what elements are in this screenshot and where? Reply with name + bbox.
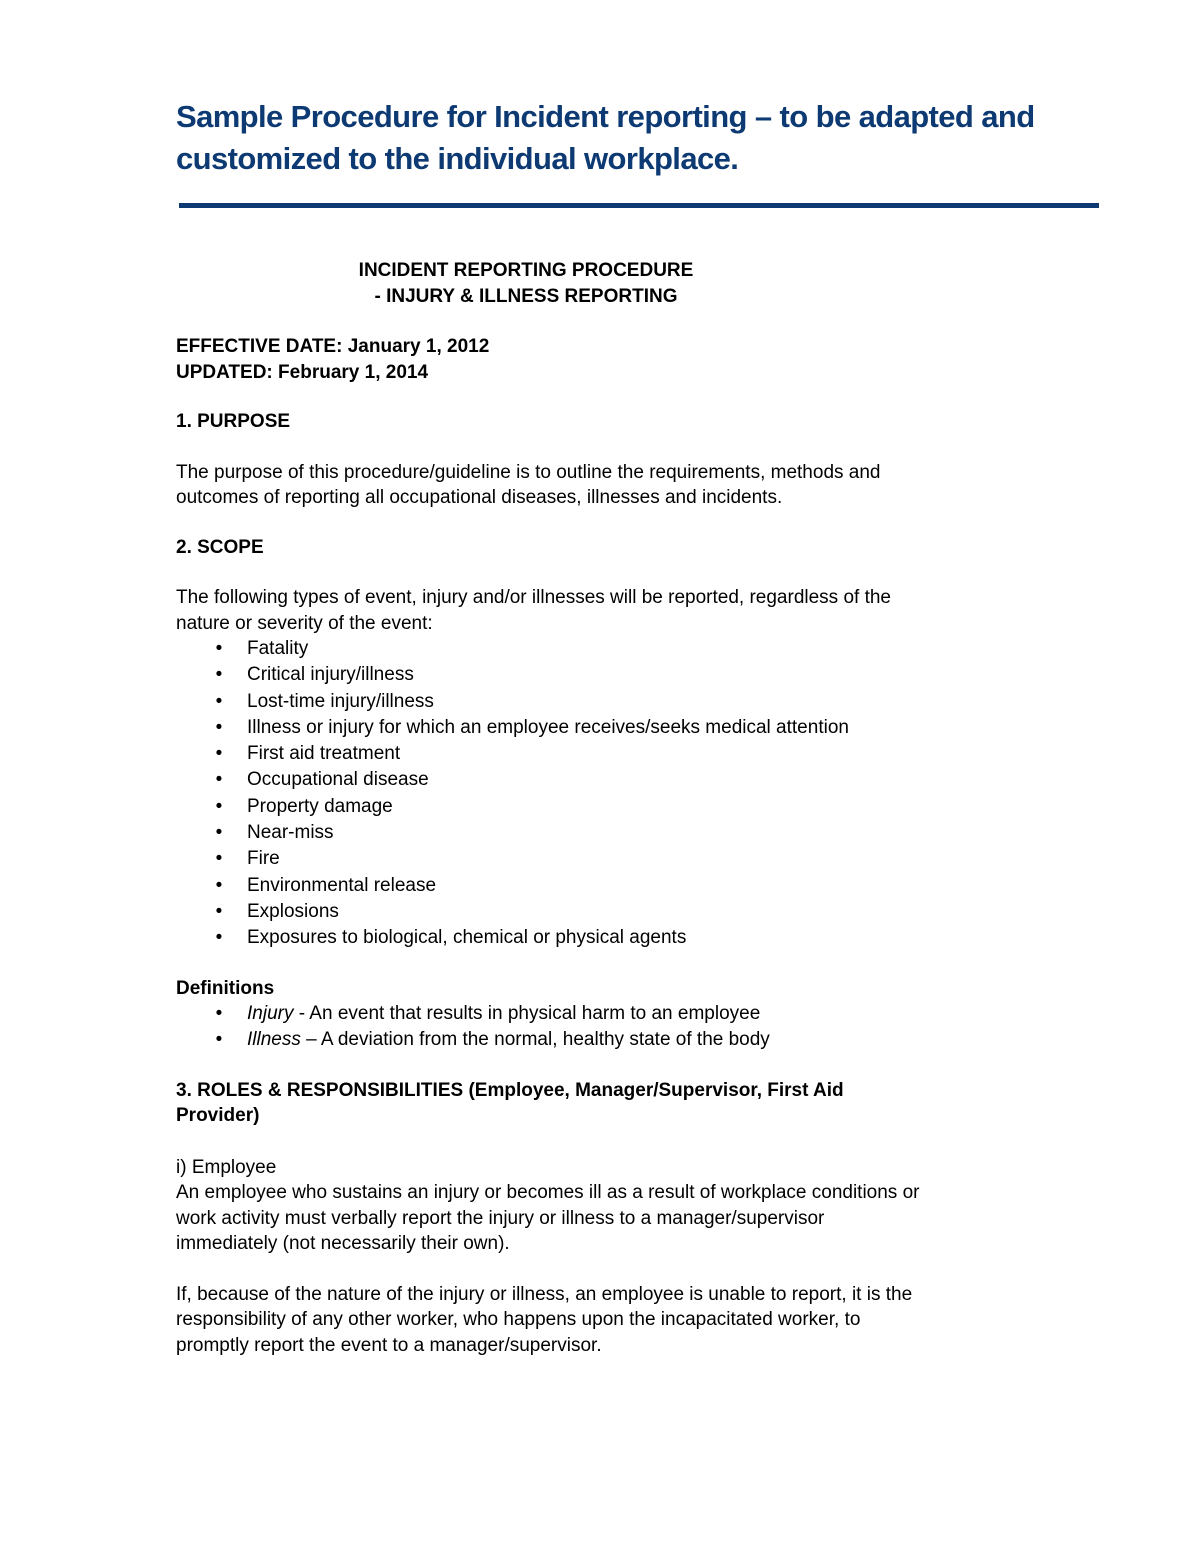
list-item: • Lost-time injury/illness [176, 689, 1046, 715]
document-body [176, 258, 1046, 1358]
employee-p1-line-3: immediately (not necessarily their own). [176, 1233, 510, 1255]
purpose-paragraph [176, 460, 1046, 511]
list-item: • First aid treatment [176, 741, 1046, 767]
banner-title-line-1: Sample Procedure for Incident reporting – to be adapted and [176, 99, 1035, 134]
updated-date [176, 360, 1046, 386]
bullet-icon: • [215, 638, 223, 659]
bullet-icon: • [215, 664, 223, 686]
list-item: • Explosions [176, 899, 1046, 925]
bullet-icon: • [215, 769, 223, 791]
document-title-line-1: INCIDENT REPORTING PROCEDURE [358, 260, 694, 281]
list-item: • Fire [176, 846, 1046, 872]
employee-p1-line-1: An employee who sustains an injury or becomes ill as a result of workplace conditions or [176, 1182, 920, 1204]
bullet-icon: • [215, 795, 223, 817]
document-dates [176, 334, 1046, 385]
purpose-heading: 1. PURPOSE [176, 411, 291, 432]
bullet-icon: • [215, 927, 223, 949]
bullet-icon: • [215, 900, 223, 922]
employee-p2-line-3: promptly report the event to a manager/supervisor. [176, 1334, 602, 1356]
list-item: • Near-miss [176, 820, 1046, 846]
definition-term: Injury [247, 1003, 294, 1025]
scope-list [176, 636, 1046, 952]
bullet-icon: • [215, 690, 223, 712]
roles-heading [176, 1078, 1046, 1129]
list-item: • Environmental release [176, 873, 1046, 899]
employee-paragraph-2 [176, 1282, 1046, 1359]
scope-heading: 2. SCOPE [176, 536, 264, 558]
scope-line-1: The following types of event, injury and/or illnesses will be reported, regardless of the [176, 587, 891, 608]
bullet-icon: • [215, 822, 223, 844]
effective-date-value: January 1, 2012 [347, 336, 490, 357]
employee-p2-line-1: If, because of the nature of the injury or illness, an employee is unable to report, it is the [176, 1283, 913, 1305]
purpose-line-2: outcomes of reporting all occupational diseases, illnesses and incidents. [176, 487, 783, 508]
list-item: • Property damage [176, 794, 1046, 820]
roles-heading-line-2: Provider) [176, 1105, 260, 1127]
updated-date-value: February 1, 2014 [278, 361, 429, 383]
banner-divider [179, 203, 1099, 208]
list-item: • Illness or injury for which an employee receives/seeks medical attention [176, 715, 1046, 741]
definition-text: – A deviation from the normal, healthy state of the body [300, 1029, 770, 1051]
definitions-heading: Definitions [176, 977, 275, 999]
list-item: • Exposures to biological, chemical or physical agents [176, 925, 1046, 951]
employee-subheading: i) Employee [176, 1156, 277, 1178]
bullet-icon: • [215, 1029, 223, 1051]
roles-heading-line-1: 3. ROLES & RESPONSIBILITIES (Employee, Manager/Supervisor, First Aid [176, 1079, 844, 1101]
bullet-icon: • [215, 743, 223, 765]
effective-date [176, 334, 1046, 360]
definitions-list [176, 1001, 1046, 1054]
list-item: • Fatality [176, 636, 1046, 662]
purpose-line-1: The purpose of this procedure/guideline is to outline the requirements, methods and [176, 461, 881, 483]
scope-line-2: nature or severity of the event: [176, 612, 433, 634]
effective-date-label: EFFECTIVE DATE: [176, 336, 343, 357]
banner-title-line-2: customized to the individual workplace. [176, 141, 739, 176]
employee-p1-line-2: work activity must verbally report the injury or illness to a manager/supervisor [176, 1207, 825, 1229]
bullet-icon: • [215, 1003, 223, 1025]
bullet-icon: • [215, 848, 223, 870]
banner-title [176, 96, 1076, 180]
bullet-icon: • [215, 716, 223, 738]
definition-item [176, 1001, 1046, 1027]
updated-date-label: UPDATED: [176, 361, 273, 383]
bullet-icon: • [215, 874, 223, 896]
scope-paragraph [176, 585, 1046, 636]
employee-paragraph-1 [176, 1180, 1046, 1257]
list-item: • Occupational disease [176, 767, 1046, 793]
list-item: • Critical injury/illness [176, 662, 1046, 688]
document-title [176, 258, 876, 309]
definition-text: - An event that results in physical harm to an employee [293, 1003, 761, 1025]
employee-p2-line-2: responsibility of any other worker, who happens upon the incapacitated worker, to [176, 1309, 861, 1331]
definition-term: Illness [247, 1029, 301, 1051]
document-title-line-2: - INJURY & ILLNESS REPORTING [374, 285, 678, 307]
definition-item [176, 1027, 1046, 1053]
